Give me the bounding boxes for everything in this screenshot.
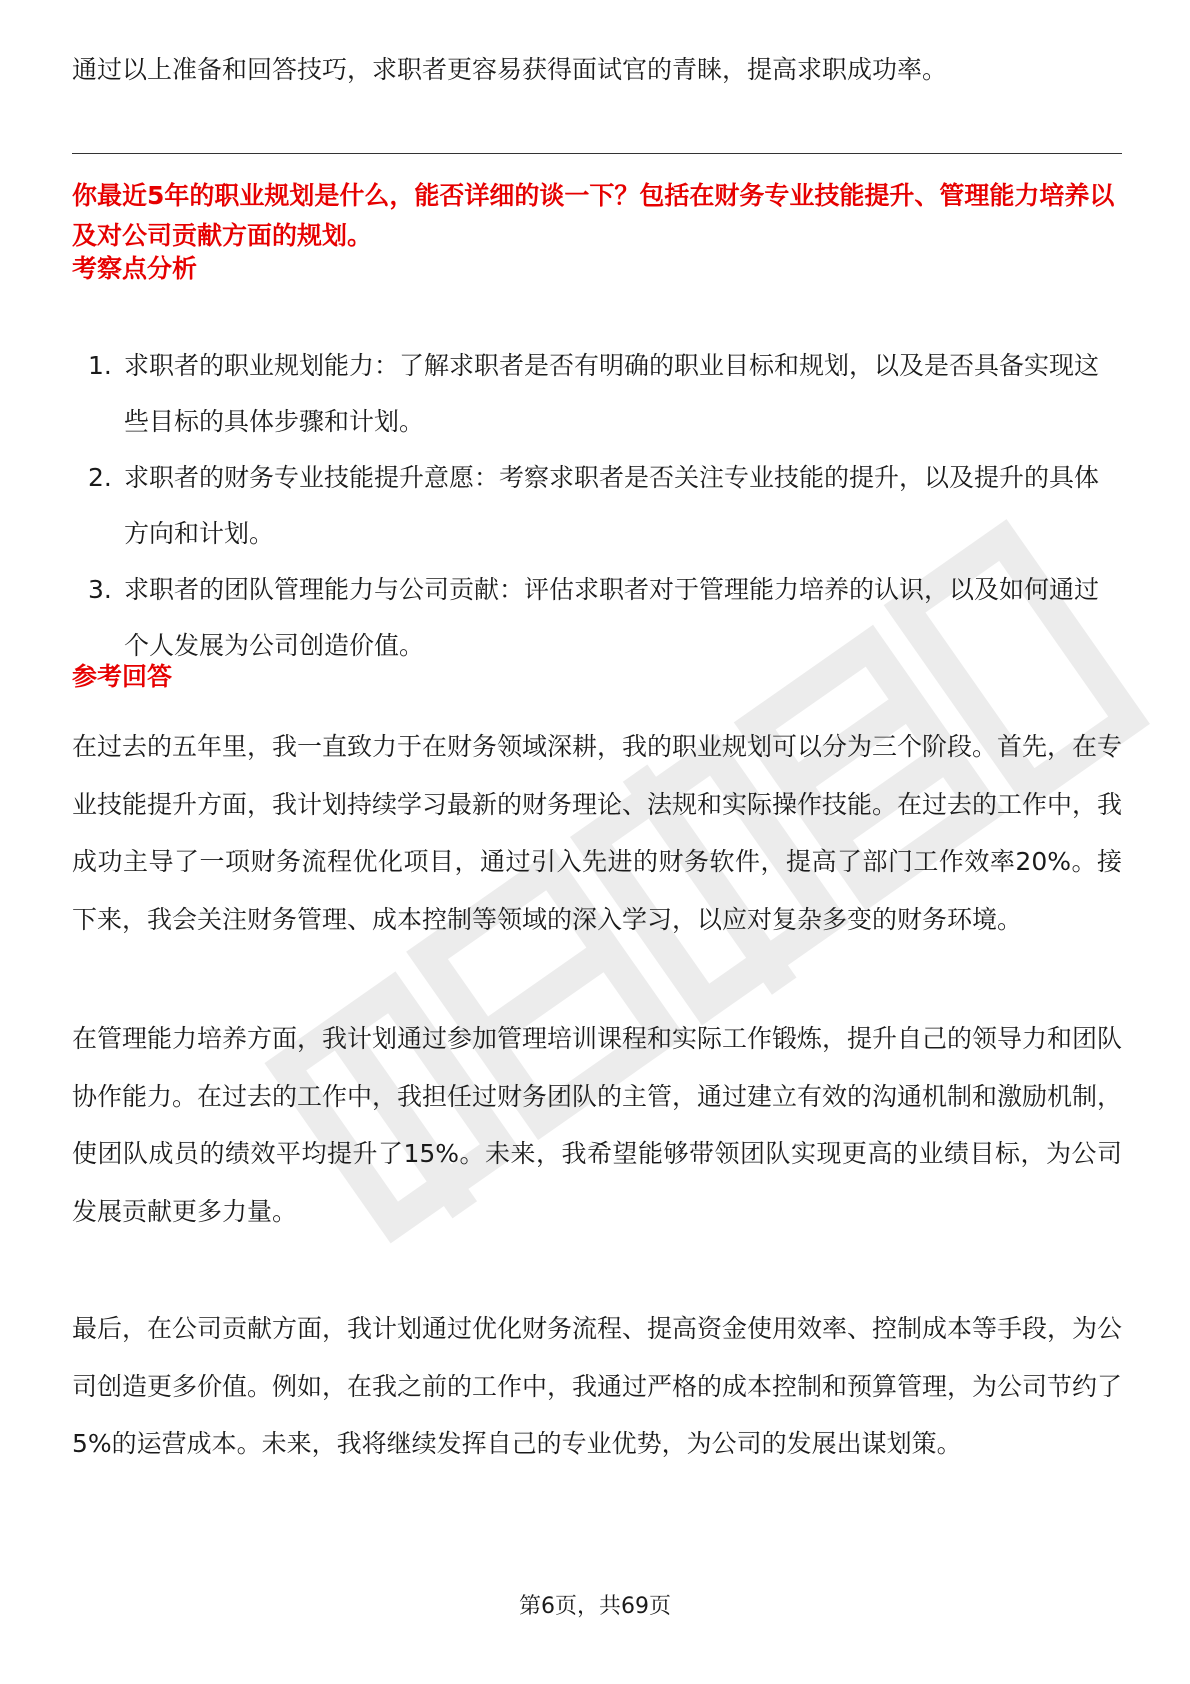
list-item-number: 2. — [88, 463, 112, 492]
list-item-number: 3. — [88, 575, 112, 604]
list-item-number: 1. — [88, 351, 112, 380]
list-item-text: 求职者的团队管理能力与公司贡献：评估求职者对于管理能力培养的认识，以及如何通过个人发展为公司创造价值。 — [124, 575, 1100, 660]
list-item — [72, 338, 1122, 450]
analysis-list — [72, 338, 1122, 674]
answer-paragraph: 最后，在公司贡献方面，我计划通过优化财务流程、提高资金使用效率、控制成本等手段，为公司创造更多价值。例如，在我之前的工作中，我通过严格的成本控制和预算管理，为公司节约了5%的运营成本。未来，我将继续发挥自己的专业优势，为公司的发展出谋划策。 — [72, 1314, 1123, 1458]
answer-paragraph: 在过去的五年里，我一直致力于在财务领域深耕，我的职业规划可以分为三个阶段。首先，在专业技能提升方面，我计划持续学习最新的财务理论、法规和实际操作技能。在过去的工作中，我成功主导了一项财务流程优化项目，通过引入先进的财务软件，提高了部门工作效率20%。接下来，我会关注财务管理、成本控制等领域的深入学习，以应对复杂多变的财务环境。 — [72, 732, 1123, 934]
section-divider — [72, 153, 1122, 154]
page-number: 第6页，共69页 — [519, 1594, 671, 1619]
list-item-text: 求职者的职业规划能力：了解求职者是否有明确的职业目标和规划，以及是否具备实现这些目标的具体步骤和计划。 — [124, 351, 1100, 436]
answer-heading: 参考回答 — [72, 662, 173, 691]
answer-paragraph: 在管理能力培养方面，我计划通过参加管理培训课程和实际工作锻炼，提升自己的领导力和团队协作能力。在过去的工作中，我担任过财务团队的主管，通过建立有效的沟通机制和激励机制，使团队成员的绩效平均提升了15%。未来，我希望能够带领团队实现更高的业绩目标，为公司发展贡献更多力量。 — [72, 1024, 1123, 1226]
intro-paragraph: 通过以上准备和回答技巧，求职者更容易获得面试官的青睐，提高求职成功率。 — [72, 55, 948, 84]
analysis-heading: 考察点分析 — [72, 254, 198, 283]
list-item — [72, 450, 1122, 562]
interview-question: 你最近5年的职业规划是什么，能否详细的谈一下？包括在财务专业技能提升、管理能力培养以及对公司贡献方面的规划。 — [72, 181, 1115, 250]
list-item-text: 求职者的财务专业技能提升意愿：考察求职者是否关注专业技能的提升，以及提升的具体方向和计划。 — [124, 463, 1100, 548]
